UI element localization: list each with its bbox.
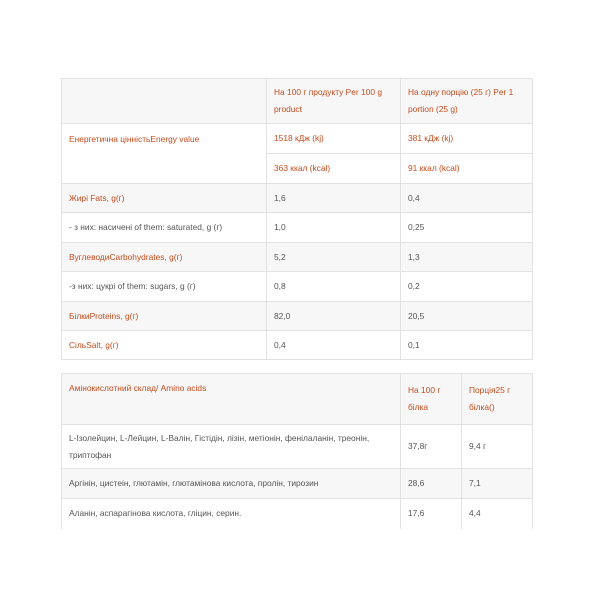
- nutrient-per-100g: 1,6: [267, 184, 401, 213]
- amino-row-per-serving: 7,1: [462, 469, 533, 499]
- energy-label: Енергетична цінністьEnergy value: [62, 124, 267, 184]
- nutrient-row-salt: [62, 331, 533, 360]
- amino-row: [62, 425, 533, 469]
- amino-row-label: Аргінін, цистеін, глютамін, глютамінова кислота, пролін, тирозин: [62, 469, 401, 499]
- amino-row-per-serving: 4,4: [462, 499, 533, 529]
- energy-row-kj: [62, 124, 533, 154]
- energy-kj-per-serving: 381 кДж (kj): [401, 124, 533, 154]
- nutrient-per-serving: 20,5: [401, 302, 533, 331]
- nutrient-per-serving: 0,25: [401, 213, 533, 243]
- nutrient-label: - з них: насичені of them: saturated, g (г): [62, 213, 267, 243]
- nutrient-per-serving: 0,1: [401, 331, 533, 360]
- amino-acids-table: [61, 373, 533, 529]
- nutrient-label: -з них: цукрі of them: sugars, g (г): [62, 272, 267, 302]
- amino-row-per-100g: 17,6: [401, 499, 462, 529]
- nutrient-row-proteins: [62, 302, 533, 331]
- nutrient-per-100g: 1,0: [267, 213, 401, 243]
- header-per-serving: На одну порцію (25 г) Per 1 portion (25 g): [401, 79, 533, 124]
- nutrient-row-saturated: [62, 213, 533, 243]
- amino-header-per-100g: На 100 г білка: [401, 374, 462, 425]
- amino-header-label: Амінокислотний склад/ Amino acids: [62, 374, 401, 425]
- nutrient-row-fats: [62, 184, 533, 213]
- amino-row-label: L-Ізолейцин, L-Лейцин, L-Валін, Гістідін, лізін, метіонін, фенілаланін, треонін, триптофан: [62, 425, 401, 469]
- nutrient-per-100g: 5,2: [267, 243, 401, 272]
- energy-kcal-per-serving: 91 ккал (kcal): [401, 154, 533, 184]
- amino-row: [62, 469, 533, 499]
- nutrient-per-100g: 0,8: [267, 272, 401, 302]
- nutrient-per-serving: 1,3: [401, 243, 533, 272]
- nutrient-per-serving: 0,4: [401, 184, 533, 213]
- header-per-100g: На 100 г продукту Per 100 g product: [267, 79, 401, 124]
- amino-row-per-serving: 9,4 г: [462, 425, 533, 469]
- amino-row-per-100g: 28,6: [401, 469, 462, 499]
- amino-header-per-serving: Порція25 г білка(): [462, 374, 533, 425]
- header-empty-cell: [62, 79, 267, 124]
- energy-kcal-per-100g: 363 ккал (kcal): [267, 154, 401, 184]
- nutrient-per-serving: 0,2: [401, 272, 533, 302]
- nutrient-per-100g: 0,4: [267, 331, 401, 360]
- nutrient-label: СільSalt, g(г): [62, 331, 267, 360]
- nutrition-table: [61, 78, 533, 360]
- amino-row-per-100g: 37,8г: [401, 425, 462, 469]
- nutrient-label: БілкиProteins, g(г): [62, 302, 267, 331]
- nutrient-label: Жирі Fats, g(г): [62, 184, 267, 213]
- amino-row: [62, 499, 533, 529]
- amino-row-label: Аланін, аспарагінова кислота, гліцин, серин.: [62, 499, 401, 529]
- amino-header-row: [62, 374, 533, 425]
- nutrient-per-100g: 82,0: [267, 302, 401, 331]
- nutrient-label: ВуглеводиCarbohydrates, g(г): [62, 243, 267, 272]
- nutrient-row-sugars: [62, 272, 533, 302]
- nutrient-row-carbohydrates: [62, 243, 533, 272]
- nutrition-header-row: [62, 79, 533, 124]
- energy-kj-per-100g: 1518 кДж (kj): [267, 124, 401, 154]
